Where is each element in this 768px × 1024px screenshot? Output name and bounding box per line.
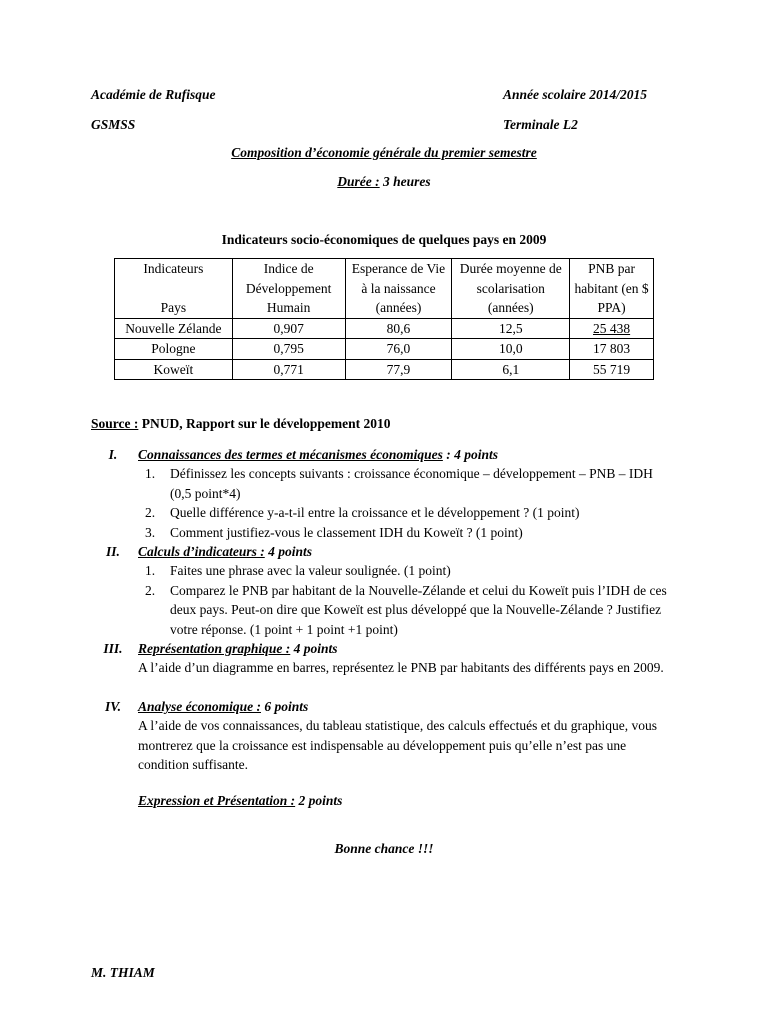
section-4-text: A l’aide de vos connaissances, du tableau statistique, des calculs effectués et du graphique, vous montrerez que la croissance est indispensable au développement puis qu’elle n’est pas une condition suffisante.: [138, 718, 657, 772]
header-pays: Pays: [160, 300, 187, 315]
section-3-text: A l’aide d’un diagramme en barres, représentez le PNB par habitants des différents pays en 2009.: [138, 660, 664, 675]
section-title: Calculs d’indicateurs :: [138, 544, 265, 559]
header-indicateurs: Indicateurs: [143, 261, 204, 276]
esperance-cell: 76,0: [345, 339, 452, 360]
table-row: [115, 318, 654, 339]
country-cell: Pologne: [115, 339, 233, 360]
idh-cell: 0,795: [232, 339, 345, 360]
expression-presentation: [138, 793, 342, 809]
duration-label: Durée :: [337, 174, 380, 189]
section-number: II.: [106, 544, 120, 559]
good-luck: Bonne chance !!!: [334, 841, 434, 856]
list-item: 3. Comment justifiez-vous le classement IDH du Koweït ? (1 point): [145, 524, 523, 540]
author-name: M. THIAM: [91, 965, 155, 980]
list-item: 2. Quelle différence y-a-t-il entre la croissance et le développement ? (1 point): [145, 505, 580, 520]
section-points: 4 points: [290, 641, 338, 656]
scolarisation-cell: 6,1: [452, 359, 570, 380]
section-title: Analyse économique :: [138, 699, 261, 714]
section-points: 6 points: [261, 699, 309, 714]
section-points: 4 points: [264, 544, 313, 559]
table-caption: Indicateurs socio-économiques de quelques pays en 2009: [221, 232, 547, 247]
underlined-value: 25 438: [593, 320, 631, 336]
section-number: IV.: [105, 699, 121, 714]
table-row: [115, 359, 654, 380]
pnb-cell: 55 719: [570, 359, 654, 380]
pnb-cell: 17 803: [570, 339, 654, 360]
section-2-questions: [145, 561, 675, 639]
list-item: 2. Comparez le PNB par habitant de la Nouvelle-Zélande et celui du Koweït puis l’IDH de ces deux pays. Peut-on dire que Koweït est plus développé que la Nouvelle-Zélande ? Justifiez votre réponse. (1 point + 1 point +1 point): [145, 582, 667, 637]
scolarisation-cell: 10,0: [452, 339, 570, 360]
header-corner-cell: [115, 259, 233, 319]
source-label: Source :: [91, 416, 139, 431]
column-header-pnb: PNB par habitant (en $ PPA): [570, 259, 654, 319]
school-year: Année scolaire 2014/2015: [503, 87, 647, 102]
source-text: PNUD, Rapport sur le développement 2010: [138, 416, 391, 431]
country-cell: Koweït: [115, 359, 233, 380]
scolarisation-cell: 12,5: [452, 318, 570, 339]
duration-value: 3 heures: [379, 174, 431, 189]
section-title: Représentation graphique :: [138, 641, 291, 656]
column-header-idh: Indice de Développement Humain: [232, 259, 345, 319]
esperance-cell: 80,6: [345, 318, 452, 339]
idh-cell: 0,771: [232, 359, 345, 380]
list-item: 1. Faites une phrase avec la valeur soulignée. (1 point): [145, 563, 451, 578]
pnb-cell: [570, 318, 654, 339]
section-1-questions: [145, 464, 675, 542]
country-cell: Nouvelle Zélande: [115, 318, 233, 339]
expression-label: Expression et Présentation :: [138, 793, 296, 808]
expression-points: 2 points: [295, 793, 343, 808]
column-header-scolarisation: Durée moyenne de scolarisation (années): [452, 259, 570, 319]
table-header-row: [115, 259, 654, 319]
academy-name: Académie de Rufisque: [91, 87, 216, 102]
section-points: : 4 points: [442, 447, 499, 462]
section-number: I.: [108, 447, 118, 462]
exam-duration: [0, 174, 768, 190]
indicators-table: [114, 258, 654, 380]
idh-cell: 0,907: [232, 318, 345, 339]
school-name: GSMSS: [91, 117, 136, 132]
section-title: Connaissances des termes et mécanismes économiques: [138, 447, 443, 462]
exam-title: Composition d’économie générale du premier semestre: [231, 145, 537, 160]
table-source: [91, 416, 391, 432]
section-number: III.: [103, 641, 123, 656]
esperance-cell: 77,9: [345, 359, 452, 380]
class-level: Terminale L2: [503, 117, 578, 132]
list-item: 1. Définissez les concepts suivants : croissance économique – développement – PNB – IDH (0,5 point*4): [145, 466, 653, 501]
column-header-esperance: Esperance de Vie à la naissance (années): [345, 259, 452, 319]
table-row: [115, 339, 654, 360]
